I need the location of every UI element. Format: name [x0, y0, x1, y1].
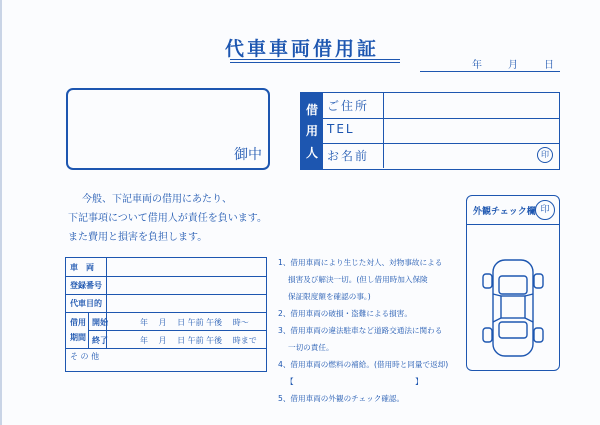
borrower-header: [301, 93, 323, 169]
term-line: 1、借用車両により生じた対人、対物事故による: [278, 258, 443, 267]
borrower-address-row[interactable]: [323, 93, 559, 119]
borrower-header-char: 借: [305, 103, 318, 118]
exterior-check-box[interactable]: [466, 195, 560, 371]
term-line: 保証限度額を確認の事。): [288, 292, 371, 301]
vehicle-table: [65, 257, 267, 372]
term-line: 損害及び解決一切。(但し借用時加入保険: [288, 275, 428, 284]
notice-line: 下記事項について借用人が責任を負います。: [68, 213, 267, 224]
car-diagram-icon: [477, 256, 549, 360]
period-rows: [66, 312, 266, 349]
fuel-note-bracket[interactable]: 【 】: [286, 377, 423, 386]
notice-line: また費用と損害を負担します。: [68, 232, 208, 243]
end-label: 終了: [92, 336, 108, 345]
date-month: 月: [508, 60, 518, 71]
borrower-name-row[interactable]: [323, 143, 559, 168]
other-row[interactable]: そ の 他: [70, 352, 100, 361]
honorific: 御中: [234, 147, 262, 163]
address-label: ご住所: [327, 99, 370, 113]
period-label: 期間: [70, 333, 86, 342]
notice-line: 今般、下記車両の借用にあたり、: [82, 194, 232, 205]
term-line: 一切の責任。: [288, 343, 334, 352]
date-day: 日: [544, 60, 554, 71]
date-line: [420, 71, 560, 72]
period-label: 借用: [70, 318, 86, 327]
name-label: お名前: [327, 149, 370, 163]
title-underline: [230, 59, 400, 60]
registration-row[interactable]: 登録番号: [66, 276, 266, 295]
borrower-tel-row[interactable]: [323, 118, 559, 144]
borrower-header-char: 用: [305, 124, 318, 139]
term-line: 5、借用車両の外観のチェック確認。: [278, 394, 405, 403]
recipient-box[interactable]: [66, 88, 270, 170]
exterior-check-label: 外観チェック欄: [473, 207, 536, 217]
term-line: 2、借用車両の破損・盗難による損害。: [278, 309, 412, 318]
term-line: 4、借用車両の燃料の補給。(借用時と同量で返却): [278, 360, 449, 369]
title-underline-thin: [230, 62, 400, 63]
term-line: 3、借用車両の違法駐車など道路交通法に関わる: [278, 326, 443, 335]
page-title: 代車車両借用証: [224, 38, 379, 60]
seal-icon: 印: [535, 200, 555, 220]
purpose-row[interactable]: 代車目的: [66, 294, 266, 313]
start-label: 開始: [92, 318, 108, 327]
seal-icon: 印: [537, 147, 553, 163]
date-year: 年: [472, 60, 482, 71]
borrower-header-char: 人: [305, 145, 318, 160]
vehicle-row[interactable]: 車 両: [66, 258, 266, 277]
borrower-box: [300, 92, 560, 170]
tel-label: TEL: [327, 122, 355, 136]
start-datetime[interactable]: 年 月 日 午前 午後 時〜: [140, 318, 249, 327]
end-datetime[interactable]: 年 月 日 午前 午後 時まで: [140, 336, 257, 345]
